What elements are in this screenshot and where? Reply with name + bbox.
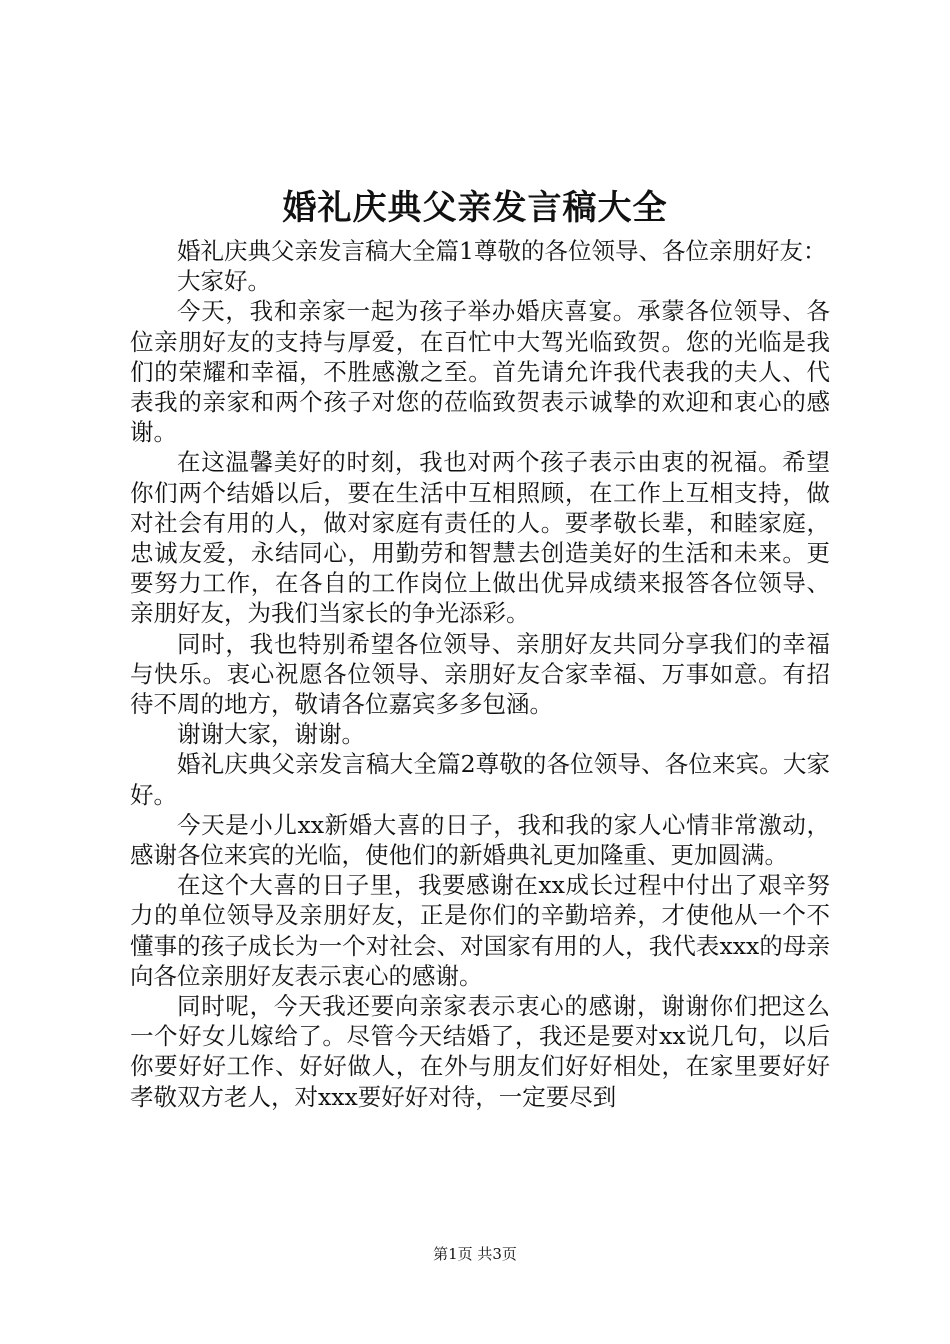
paragraph: 同时呢，今天我还要向亲家表示衷心的感谢，谢谢你们把这么一个好女儿嫁给了。尽管今天结婚了，我还是要对xx说几句，以后你要好好工作、好好做人，在外与朋友们好好相处，在家里要好好孝敬双方老人，对xxx要好好对待，一定要尽到: [130, 992, 830, 1111]
document-title: 婚礼庆典父亲发言稿大全: [282, 188, 668, 228]
document-body: [130, 236, 830, 1112]
paragraph: 在这温馨美好的时刻，我也对两个孩子表示由衷的祝福。希望你们两个结婚以后，要在生活中互相照顾，在工作上互相支持，做对社会有用的人，做对家庭有责任的人。要孝敬长辈，和睦家庭，忠诚友爱，永结同心，用勤劳和智慧去创造美好的生活和未来。更要努力工作，在各自的工作岗位上做出优异成绩来报答各位领导、亲朋好友，为我们当家长的争光添彩。: [130, 448, 830, 628]
paragraph: 婚礼庆典父亲发言稿大全篇1尊敬的各位领导、各位亲朋好友：: [177, 237, 827, 265]
paragraph: 同时，我也特别希望各位领导、亲朋好友共同分享我们的幸福与快乐。衷心祝愿各位领导、亲朋好友合家幸福、万事如意。有招待不周的地方，敬请各位嘉宾多多包涵。: [130, 629, 830, 719]
paragraph: 今天是小儿xx新婚大喜的日子，我和我的家人心情非常激动，感谢各位来宾的光临，使他们的新婚典礼更加隆重、更加圆满。: [130, 810, 830, 870]
paragraph: 婚礼庆典父亲发言稿大全篇2尊敬的各位领导、各位来宾。大家好。: [130, 750, 830, 809]
paragraph: 今天，我和亲家一起为孩子举办婚庆喜宴。承蒙各位领导、各位亲朋好友的支持与厚爱，在百忙中大驾光临致贺。您的光临是我们的荣耀和幸福，不胜感激之至。首先请允许我代表我的夫人、代表我的亲家和两个孩子对您的莅临致贺表示诚挚的欢迎和衷心的感谢。: [130, 297, 830, 447]
page-number-footer: 第1页 共3页: [433, 1245, 517, 1263]
paragraph: 大家好。: [177, 267, 271, 296]
paragraph: 谢谢大家，谢谢。: [177, 720, 365, 749]
paragraph: 在这个大喜的日子里，我要感谢在xx成长过程中付出了艰辛努力的单位领导及亲朋好友，正是你们的辛勤培养，才使他从一个不懂事的孩子成长为一个对社会、对国家有用的人，我代表xxx的母亲向各位亲朋好友表示衷心的感谢。: [130, 871, 830, 990]
